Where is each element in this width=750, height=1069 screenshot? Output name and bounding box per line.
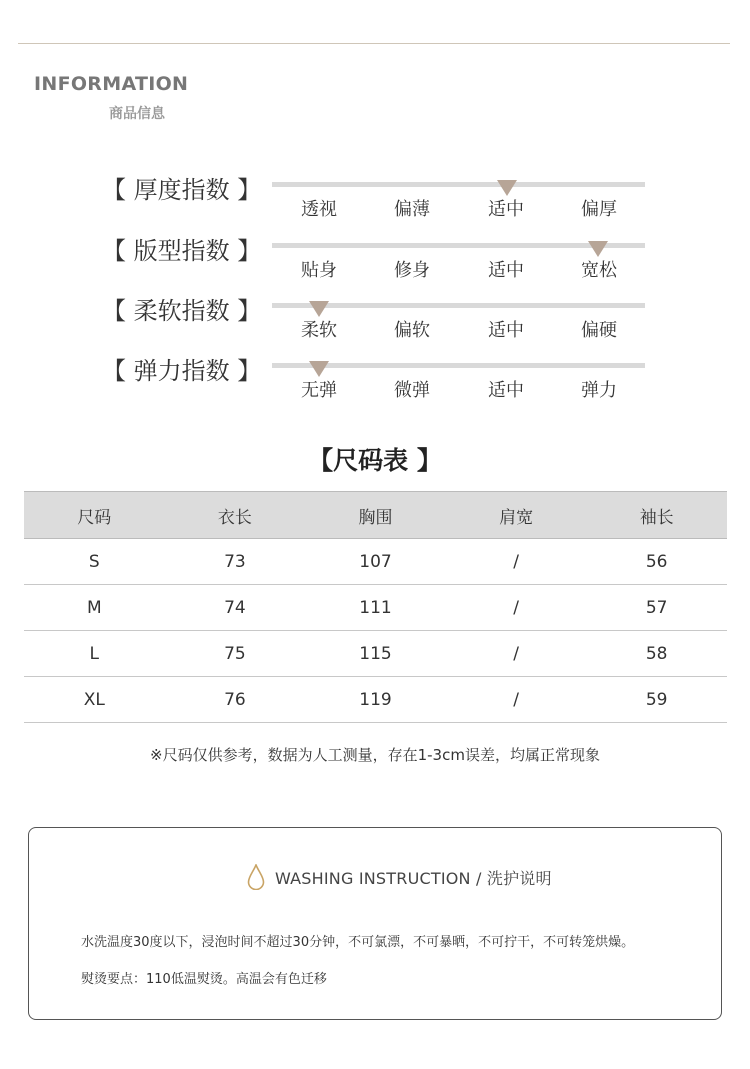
- index-option: 柔软: [301, 320, 337, 341]
- size-chart-heading: 【尺码表 】: [308, 446, 442, 475]
- table-cell: 59: [586, 677, 727, 723]
- index-option: 偏硬: [581, 320, 617, 341]
- index-marker-icon: [309, 301, 329, 317]
- washing-instruction-header: [247, 864, 552, 890]
- index-row: [0, 231, 750, 291]
- index-option: 适中: [488, 199, 524, 220]
- section-title: INFORMATION: [34, 73, 189, 95]
- index-option: 修身: [394, 260, 430, 281]
- table-cell: 57: [586, 585, 727, 631]
- index-marker-icon: [309, 361, 329, 377]
- washing-instruction-panel: [28, 827, 722, 1020]
- index-label: 【 版型指数 】: [102, 237, 262, 265]
- section-subtitle: 商品信息: [109, 106, 165, 122]
- index-option: 适中: [488, 320, 524, 341]
- index-option: 弹力: [581, 380, 617, 401]
- washing-instruction-title: WASHING INSTRUCTION / 洗护说明: [275, 868, 552, 888]
- table-cell: /: [446, 631, 587, 677]
- table-cell: 58: [586, 631, 727, 677]
- index-row: [0, 351, 750, 411]
- table-cell: 111: [305, 585, 446, 631]
- top-divider: [18, 43, 730, 44]
- table-cell: 119: [305, 677, 446, 723]
- table-cell: 107: [305, 539, 446, 585]
- column-header-length: 衣长: [165, 492, 306, 539]
- table-cell: S: [24, 539, 165, 585]
- column-header-shoulder: 肩宽: [446, 492, 587, 539]
- table-row: [24, 631, 727, 677]
- index-option: 偏薄: [394, 199, 430, 220]
- washing-instruction-text: 水洗温度30度以下，浸泡时间不超过30分钟，不可氯漂，不可暴晒，不可拧干，不可转笼烘燥。: [81, 935, 635, 950]
- table-cell: /: [446, 677, 587, 723]
- table-cell: 73: [165, 539, 306, 585]
- index-scale-bar: [272, 182, 645, 187]
- column-header-size: 尺码: [24, 492, 165, 539]
- table-cell: /: [446, 585, 587, 631]
- table-cell: 75: [165, 631, 306, 677]
- index-row: [0, 170, 750, 230]
- index-option: 适中: [488, 380, 524, 401]
- table-cell: 76: [165, 677, 306, 723]
- index-option: 贴身: [301, 260, 337, 281]
- index-option: 宽松: [581, 260, 617, 281]
- column-header-sleeve: 袖长: [586, 492, 727, 539]
- table-cell: 74: [165, 585, 306, 631]
- index-marker-icon: [497, 180, 517, 196]
- table-cell: M: [24, 585, 165, 631]
- table-row: [24, 677, 727, 723]
- table-row: [24, 585, 727, 631]
- water-drop-icon: [247, 864, 265, 890]
- table-cell: 56: [586, 539, 727, 585]
- index-label: 【 柔软指数 】: [102, 297, 262, 325]
- index-option: 微弹: [394, 380, 430, 401]
- index-option: 适中: [488, 260, 524, 281]
- table-cell: L: [24, 631, 165, 677]
- index-label: 【 弹力指数 】: [102, 357, 262, 385]
- table-cell: 115: [305, 631, 446, 677]
- index-label: 【 厚度指数 】: [102, 176, 262, 204]
- size-chart-table: [24, 491, 727, 723]
- index-option: 无弹: [301, 380, 337, 401]
- index-option: 偏厚: [581, 199, 617, 220]
- table-cell: /: [446, 539, 587, 585]
- table-row: [24, 539, 727, 585]
- ironing-instruction-text: 熨烫要点：110低温熨烫。高温会有色迁移: [81, 972, 327, 987]
- index-option: 偏软: [394, 320, 430, 341]
- size-chart-note: ※尺码仅供参考，数据为人工测量，存在1-3cm误差，均属正常现象: [150, 746, 600, 764]
- index-marker-icon: [588, 241, 608, 257]
- column-header-chest: 胸围: [305, 492, 446, 539]
- index-option: 透视: [301, 199, 337, 220]
- table-cell: XL: [24, 677, 165, 723]
- size-chart-header-row: [24, 492, 727, 539]
- index-row: [0, 291, 750, 351]
